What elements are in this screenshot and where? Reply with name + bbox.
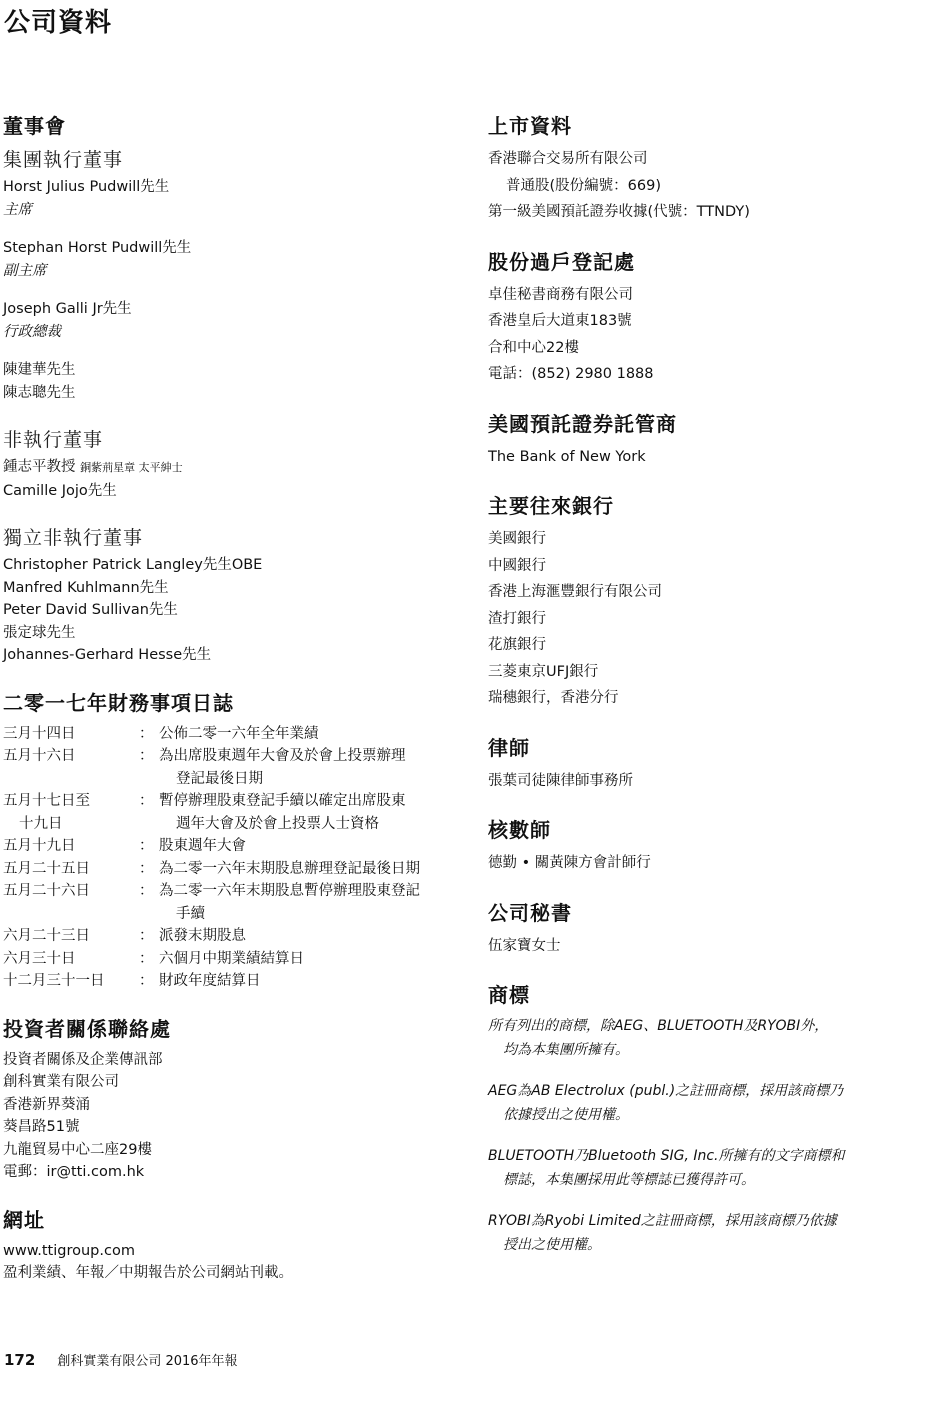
director-name: Joseph Galli Jr先生 — [3, 301, 132, 317]
secretary-heading: 公司秘書 — [488, 900, 572, 925]
bank-item: 瑞穗銀行，香港分行 — [488, 690, 619, 706]
calendar-separator: ： — [139, 748, 154, 764]
investor-section — [3, 1015, 473, 1184]
bank-item: 花旗銀行 — [488, 637, 546, 653]
bank-item: 中國銀行 — [488, 557, 546, 574]
calendar-row — [3, 835, 473, 858]
director-name: Stephan Horst Pudwill先生 — [3, 240, 192, 256]
bank-item: 香港上海滙豐銀行有限公司 — [488, 584, 662, 600]
calendar-event: 股東週年大會 — [159, 838, 246, 854]
calendar-date: 五月十九日 — [3, 838, 76, 854]
calendar-separator: ： — [139, 725, 154, 742]
calendar-separator: ： — [139, 793, 154, 809]
calendar-separator: ： — [139, 860, 154, 877]
calendar-row — [3, 858, 473, 881]
indep-directors-heading: 獨立非執行董事 — [3, 527, 144, 549]
calendar-date: 五月十七日至 十九日 — [3, 793, 90, 832]
calendar-row — [3, 723, 473, 746]
calendar-event: 暫停辦理股東登記手續以確定出席股東 週年大會及於會上投票人士資格 — [159, 793, 406, 832]
board-section — [3, 112, 473, 667]
investor-line: 投資者關係及企業傳訊部 — [3, 1051, 163, 1068]
registrar-section — [488, 248, 928, 388]
calendar-event: 為二零一六年末期股息暫停辦理股東登記 手續 — [159, 883, 420, 922]
director-entry — [3, 456, 473, 480]
calendar-list — [3, 723, 473, 993]
registrar-line: 卓佳秘書商務有限公司 — [488, 286, 633, 303]
secretary-section — [488, 899, 928, 960]
calendar-event: 派發末期股息 — [159, 928, 246, 944]
director-name: Camille Jojo先生 — [3, 482, 117, 499]
director-role: 行政總裁 — [3, 323, 61, 340]
listing-section — [488, 112, 928, 226]
depositary-line: The Bank of New York — [488, 448, 646, 465]
depositary-section — [488, 410, 928, 471]
trademarks-section — [488, 981, 928, 1257]
director-name: Christopher Patrick Langley先生OBE — [3, 557, 263, 573]
trademark-note: BLUETOOTH乃Bluetooth SIG, Inc.所擁有的文字商標和 標誌，本集團採用此等標誌已獲得許可。 — [488, 1148, 845, 1188]
bank-item: 渣打銀行 — [488, 610, 546, 627]
calendar-event: 為二零一六年末期股息辦理登記最後日期 — [159, 860, 420, 877]
director-name: Johannes-Gerhard Hesse先生 — [3, 647, 212, 663]
listing-line: 第一級美國預託證券收據(代號：TTNDY) — [488, 204, 750, 220]
calendar-date: 五月二十六日 — [3, 883, 90, 899]
auditors-section — [488, 816, 928, 877]
bank-item: 美國銀行 — [488, 531, 546, 547]
page-number: 172 — [4, 1351, 36, 1369]
website-section — [3, 1206, 473, 1285]
trademark-note: RYOBI為Ryobi Limited之註冊商標，採用該商標乃依據 授出之使用權。 — [488, 1213, 837, 1253]
listing-line: 香港聯合交易所有限公司 — [488, 151, 648, 167]
calendar-separator: ： — [139, 973, 154, 989]
calendar-event: 公佈二零一六年全年業績 — [159, 725, 319, 742]
calendar-date: 六月二十三日 — [3, 928, 90, 944]
bank-item: 三菱東京UFJ銀行 — [488, 663, 599, 680]
calendar-date: 十二月三十一日 — [3, 973, 105, 989]
investor-email: 電郵：ir@tti.com.hk — [3, 1164, 145, 1180]
auditors-heading: 核數師 — [488, 818, 551, 842]
website-heading: 網址 — [3, 1207, 45, 1232]
director-role: 主席 — [3, 201, 32, 218]
director-entry — [3, 237, 473, 282]
banks-heading: 主要往來銀行 — [488, 494, 614, 518]
director-role: 副主席 — [3, 262, 47, 279]
right-column — [488, 112, 928, 1257]
calendar-date: 五月十六日 — [3, 748, 76, 764]
calendar-event: 財政年度結算日 — [159, 973, 261, 989]
director-entry — [3, 298, 473, 343]
calendar-row — [3, 790, 473, 835]
director-name: 陳志聰先生 — [3, 384, 76, 401]
director-name: Manfred Kuhlmann先生 — [3, 579, 169, 596]
depositary-heading: 美國預託證券託管商 — [488, 411, 677, 436]
calendar-row — [3, 970, 473, 993]
calendar-row — [3, 880, 473, 925]
calendar-separator: ： — [139, 928, 154, 944]
nonexec-directors-heading: 非執行董事 — [3, 429, 104, 451]
registrar-line: 合和中心22樓 — [488, 339, 579, 356]
director-name: 鍾志平教授 — [3, 459, 76, 475]
trademarks-heading: 商標 — [488, 983, 530, 1007]
calendar-event: 為出席股東週年大會及於會上投票辦理 登記最後日期 — [159, 748, 406, 787]
calendar-date: 五月二十五日 — [3, 860, 90, 877]
banks-section — [488, 492, 928, 712]
calendar-separator: ： — [139, 883, 154, 899]
solicitors-heading: 律師 — [488, 735, 530, 760]
exec-directors-heading: 集團執行董事 — [3, 149, 124, 171]
calendar-heading: 二零一七年財務事項日誌 — [3, 690, 234, 715]
investor-line: 創科實業有限公司 — [3, 1074, 119, 1090]
solicitors-line: 張葉司徒陳律師事務所 — [488, 772, 633, 789]
website-note: 盈利業績、年報／中期報告於公司網站刊載。 — [3, 1265, 293, 1281]
investor-line: 九龍貿易中心二座29樓 — [3, 1141, 152, 1158]
page-title: 公司資料 — [4, 8, 113, 38]
left-column — [3, 112, 473, 1285]
director-name: 張定球先生 — [3, 624, 76, 641]
investor-line: 葵昌路51號 — [3, 1119, 80, 1135]
footer-text: 創科實業有限公司 2016年年報 — [57, 1354, 238, 1369]
calendar-date: 六月三十日 — [3, 950, 76, 967]
calendar-event: 六個月中期業績結算日 — [159, 950, 304, 967]
registrar-line: 電話：(852) 2980 1888 — [488, 366, 654, 382]
registrar-heading: 股份過戶登記處 — [488, 249, 635, 274]
calendar-separator: ： — [139, 950, 154, 967]
calendar-separator: ： — [139, 838, 154, 854]
trademark-note: 所有列出的商標，除AEG、BLUETOOTH及RYOBI外， 均為本集團所擁有。 — [488, 1018, 829, 1058]
auditors-line: 德勤 • 關黃陳方會計師行 — [488, 855, 651, 871]
director-name: Horst Julius Pudwill先生 — [3, 179, 170, 195]
registrar-line: 香港皇后大道東183號 — [488, 313, 632, 329]
investor-heading: 投資者關係聯絡處 — [3, 1016, 171, 1041]
calendar-date: 三月十四日 — [3, 725, 76, 742]
calendar-row — [3, 745, 473, 790]
board-heading: 董事會 — [3, 114, 66, 138]
solicitors-section — [488, 734, 928, 795]
calendar-row — [3, 925, 473, 948]
trademark-note: AEG為AB Electrolux (publ.)之註冊商標，採用該商標乃 依據授出之使用權。 — [488, 1083, 844, 1123]
director-entry — [3, 176, 473, 221]
director-name: 陳建華先生 — [3, 362, 76, 378]
investor-line: 香港新界葵涌 — [3, 1096, 90, 1113]
director-name: Peter David Sullivan先生 — [3, 602, 178, 618]
website-url: www.ttigroup.com — [3, 1242, 135, 1259]
page-footer — [4, 1350, 238, 1369]
calendar-row — [3, 948, 473, 971]
director-honour: 銅紫荊星章 太平紳士 — [80, 461, 183, 474]
calendar-section — [3, 689, 473, 993]
listing-line: 普通股(股份編號：669) — [506, 177, 661, 194]
secretary-line: 伍家寶女士 — [488, 937, 561, 954]
listing-heading: 上市資料 — [488, 114, 572, 138]
